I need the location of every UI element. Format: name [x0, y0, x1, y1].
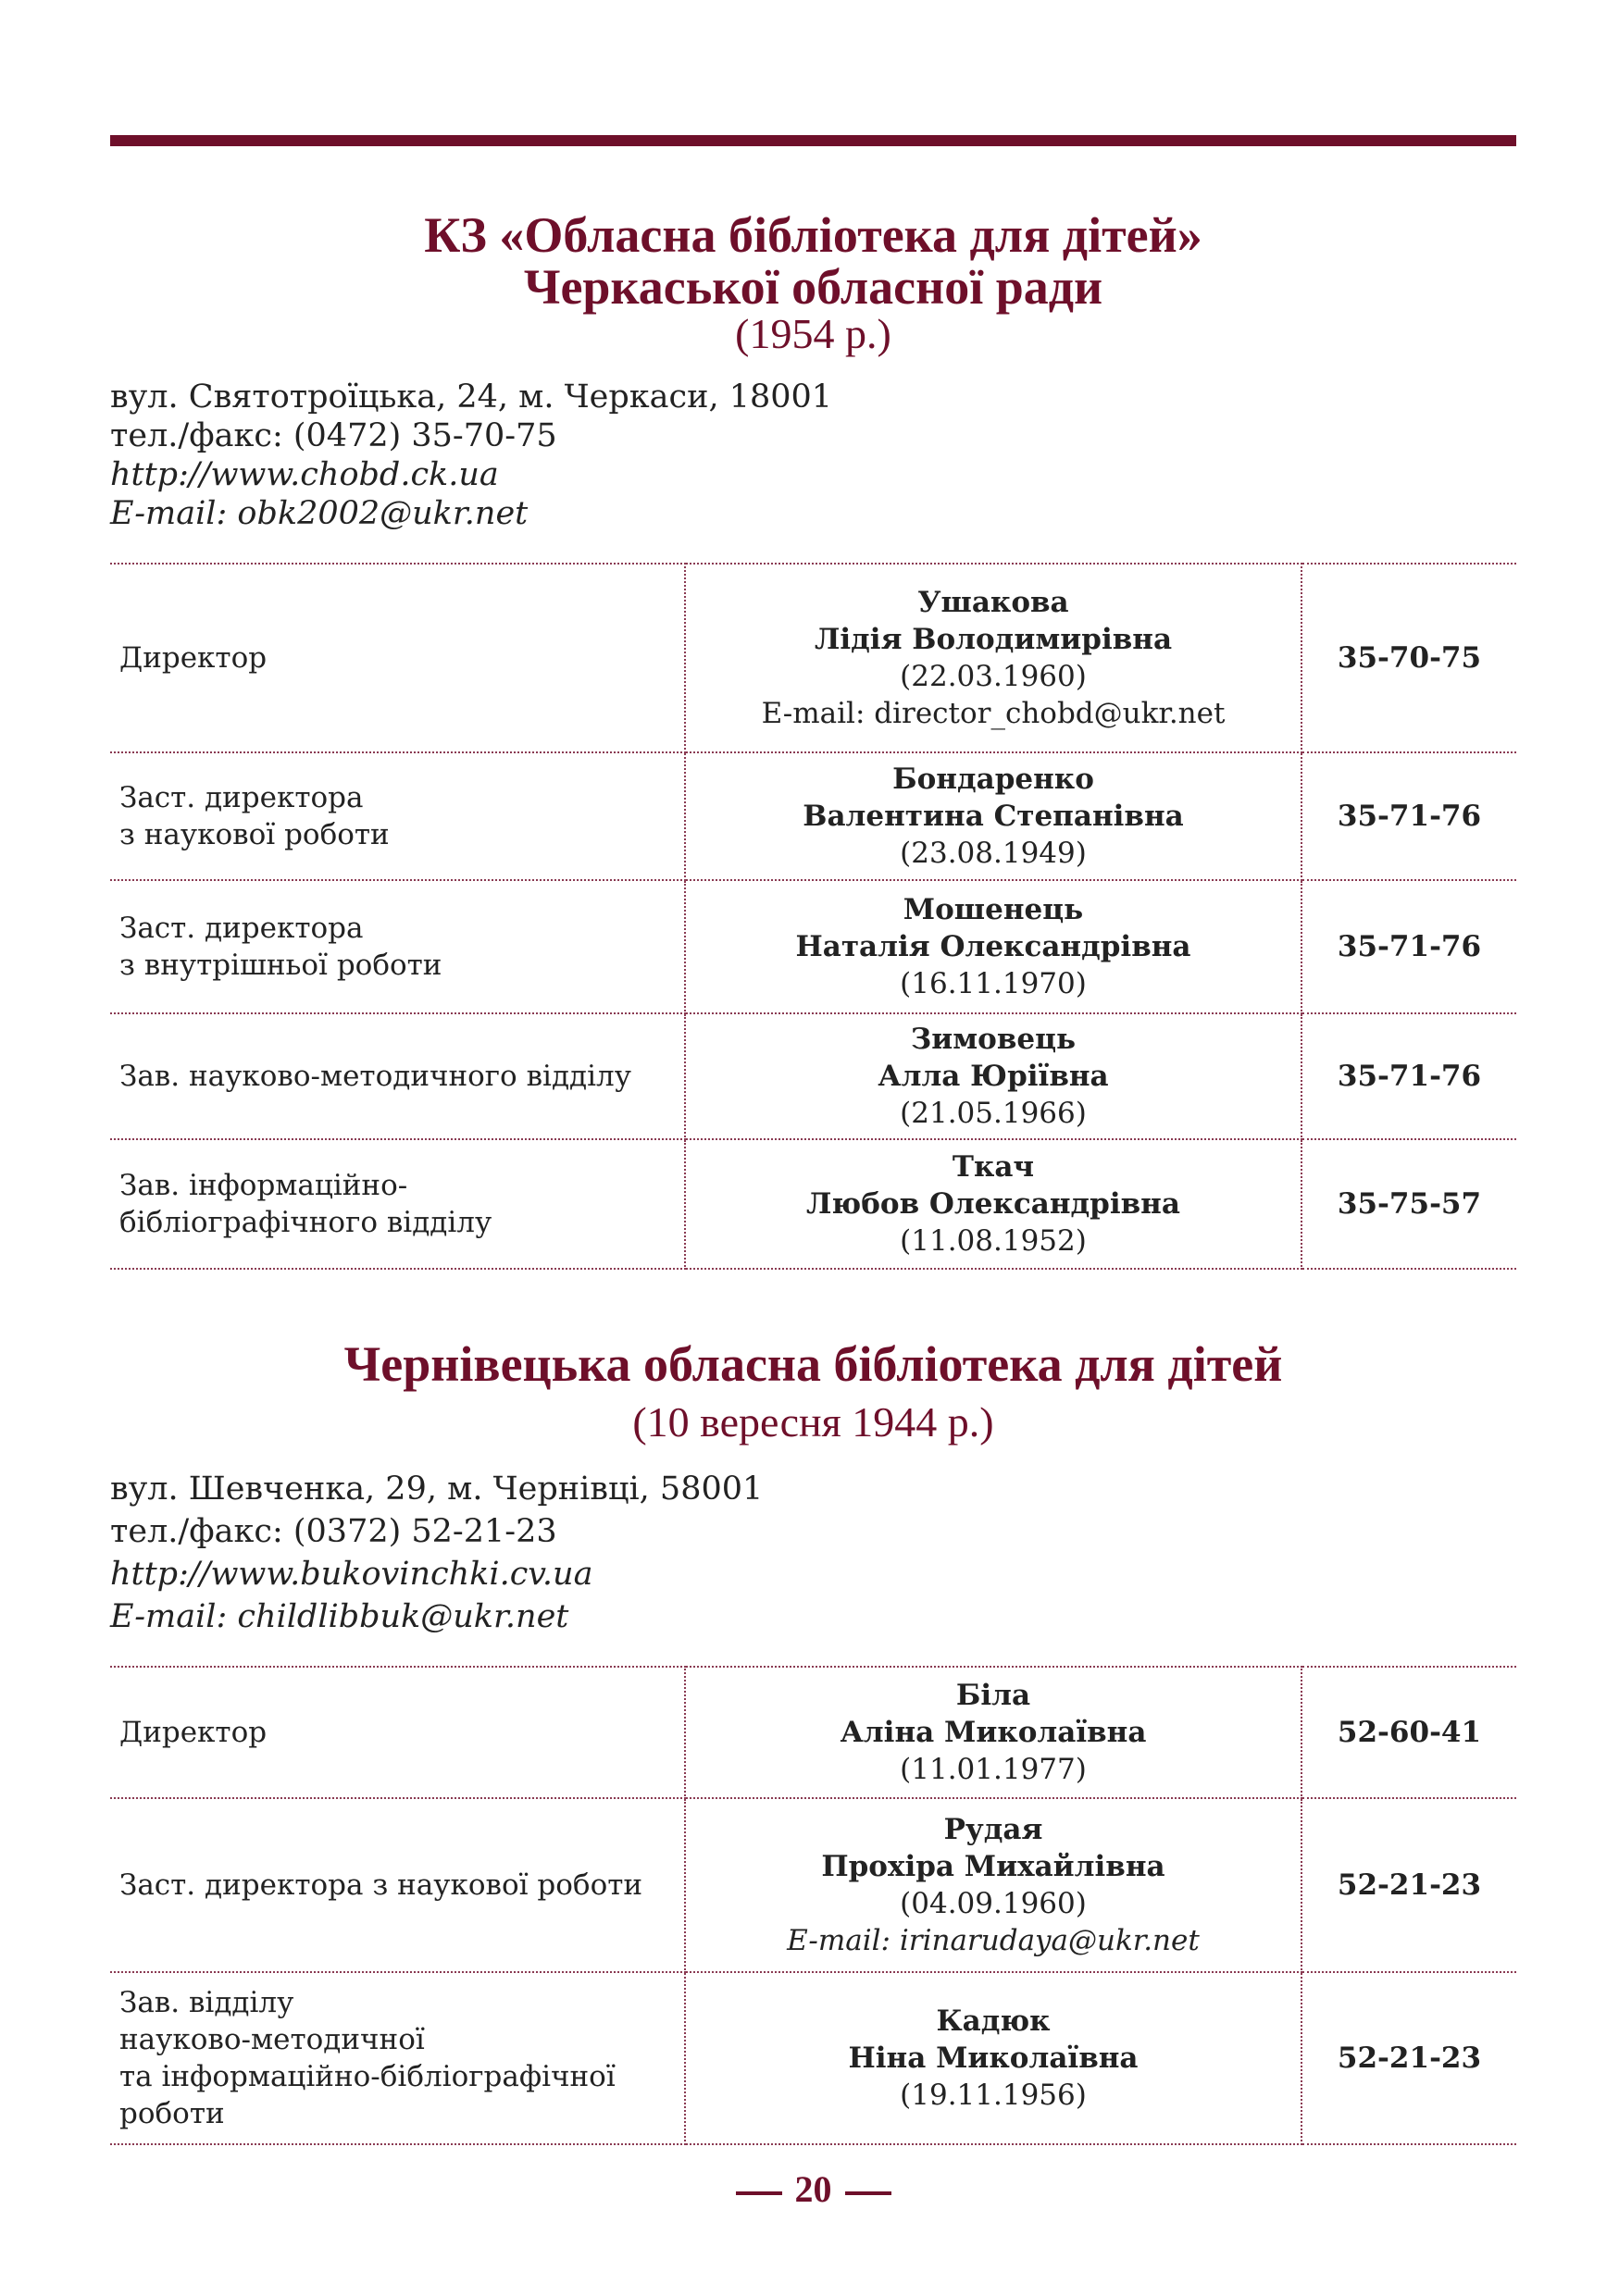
position-text: Заст. директора: [119, 912, 364, 945]
person-email[interactable]: E-mail: irinarudaya@ukr.net: [787, 1924, 1200, 1957]
email-link[interactable]: E-mail: obk2002@ukr.net: [110, 495, 529, 532]
table-row: [110, 1013, 1516, 1139]
person-dob: (22.03.1960): [900, 660, 1087, 693]
address: вул. Шевченка, 29, м. Чернівці, 58001: [110, 1471, 764, 1508]
person-dob: (23.08.1949): [900, 837, 1087, 870]
position-text: Зав. науково-методичного відділу: [119, 1060, 631, 1093]
dash-left: [736, 2191, 782, 2195]
position-text: науково-методичної: [119, 2023, 425, 2056]
table-row: [110, 1798, 1516, 1972]
section-1-year: (1954 р.): [735, 310, 891, 357]
position-cell: [110, 1798, 685, 1972]
position-cell: [110, 1667, 685, 1798]
person-dob: (11.08.1952): [900, 1224, 1087, 1258]
position-text: Заст. директора: [119, 781, 364, 814]
person-cell: [685, 752, 1301, 880]
person-email[interactable]: E-mail: director_chobd@ukr.net: [761, 697, 1226, 730]
phone-cell: 35-70-75: [1301, 564, 1516, 752]
phone-cell: 35-71-76: [1301, 752, 1516, 880]
person-name: Прохіра Михайлівна: [821, 1850, 1165, 1883]
position-text: Зав. інформаційно-: [119, 1169, 408, 1202]
website-link[interactable]: http://www.bukovinchki.cv.ua: [110, 1556, 593, 1593]
dash-right: [845, 2191, 891, 2195]
title-line: Чернівецька обласна бібліотека для дітей: [343, 1336, 1283, 1392]
section-2-title: [110, 1338, 1516, 1390]
position-text: Директор: [119, 641, 268, 675]
person-name: Валентина Степанівна: [803, 800, 1184, 833]
table-row: [110, 564, 1516, 752]
position-cell: [110, 564, 685, 752]
person-cell: [685, 1013, 1301, 1139]
title-line: Черкаської обласної ради: [523, 259, 1103, 315]
person-surname: Ткач: [952, 1150, 1035, 1184]
person-name: Алла Юріївна: [878, 1060, 1109, 1093]
position-cell: [110, 1013, 685, 1139]
section-2-year: (10 вересня 1944 р.): [632, 1398, 994, 1446]
person-name: Любов Олександрівна: [806, 1187, 1180, 1221]
section-1-contacts: [110, 378, 832, 533]
position-text: Заст. директора з наукової роботи: [119, 1868, 643, 1902]
position-text: з внутрішньої роботи: [119, 949, 442, 982]
section-2-contacts: [110, 1468, 763, 1638]
table-row: [110, 1667, 1516, 1798]
person-cell: [685, 1972, 1301, 2144]
position-cell: [110, 1139, 685, 1269]
phone-cell: 35-75-57: [1301, 1139, 1516, 1269]
phone-cell: 35-71-76: [1301, 880, 1516, 1013]
phone-cell: 52-21-23: [1301, 1798, 1516, 1972]
position-cell: [110, 1972, 685, 2144]
phone-cell: 52-21-23: [1301, 1972, 1516, 2144]
person-dob: (16.11.1970): [900, 967, 1087, 1000]
person-cell: [685, 880, 1301, 1013]
phone-fax: тел./факс: (0372) 52-21-23: [110, 1513, 557, 1550]
website-link[interactable]: http://www.chobd.ck.ua: [110, 456, 499, 493]
section-1-title: [110, 209, 1516, 313]
page-number-text: 20: [794, 2168, 832, 2210]
person-cell: [685, 1798, 1301, 1972]
position-text: роботи: [119, 2097, 225, 2130]
position-text: Зав. відділу: [119, 1986, 294, 2019]
position-cell: [110, 752, 685, 880]
page-number: [110, 2167, 1516, 2211]
address: вул. Святотроїцька, 24, м. Черкаси, 18001: [110, 379, 833, 416]
position-text: Директор: [119, 1716, 268, 1749]
person-dob: (19.11.1956): [900, 2079, 1087, 2112]
person-dob: (11.01.1977): [900, 1753, 1087, 1786]
person-surname: Зимовець: [910, 1023, 1077, 1056]
person-dob: (21.05.1966): [900, 1097, 1087, 1130]
person-surname: Кадюк: [936, 2004, 1051, 2038]
position-cell: [110, 880, 685, 1013]
person-surname: Біла: [955, 1679, 1031, 1712]
top-rule: [110, 135, 1516, 146]
person-name: Наталія Олександрівна: [795, 930, 1191, 963]
person-surname: Бондаренко: [892, 763, 1094, 796]
phone-cell: 35-71-76: [1301, 1013, 1516, 1139]
email-link[interactable]: E-mail: childlibbuk@ukr.net: [110, 1598, 569, 1635]
table-row: [110, 880, 1516, 1013]
position-text: бібліографічного відділу: [119, 1206, 492, 1239]
person-dob: (04.09.1960): [900, 1887, 1087, 1920]
phone-cell: 52-60-41: [1301, 1667, 1516, 1798]
position-text: з наукової роботи: [119, 818, 390, 851]
title-line: КЗ «Обласна бібліотека для дітей»: [424, 207, 1202, 263]
table-row: [110, 752, 1516, 880]
person-surname: Мошенець: [903, 893, 1084, 926]
person-cell: [685, 1139, 1301, 1269]
person-name: Ніна Миколаївна: [848, 2042, 1139, 2075]
person-surname: Ушакова: [917, 586, 1069, 619]
person-name: Лідія Володимирівна: [814, 623, 1173, 656]
position-text: та інформаційно-бібліографічної: [119, 2060, 616, 2093]
phone-fax: тел./факс: (0472) 35-70-75: [110, 417, 557, 454]
table-row: [110, 1972, 1516, 2144]
table-row: [110, 1139, 1516, 1269]
section-2-staff-table: [110, 1666, 1516, 2145]
person-name: Аліна Миколаївна: [840, 1716, 1147, 1749]
section-1-staff-table: [110, 563, 1516, 1270]
person-cell: [685, 1667, 1301, 1798]
person-cell: [685, 564, 1301, 752]
person-surname: Рудая: [943, 1813, 1043, 1846]
